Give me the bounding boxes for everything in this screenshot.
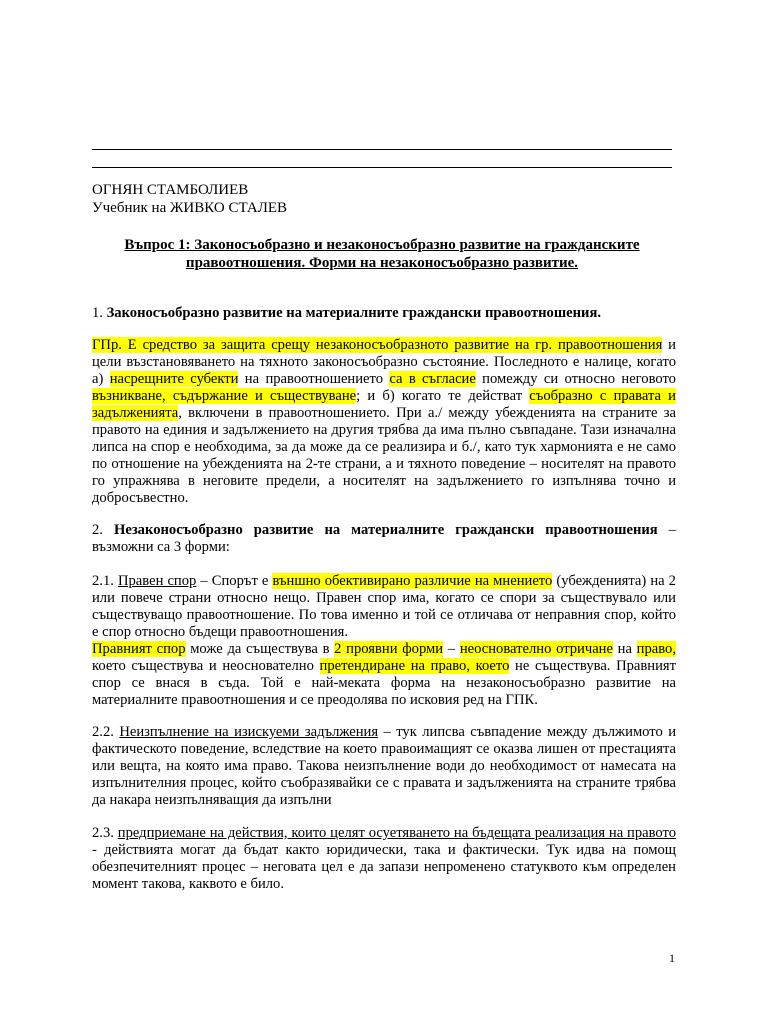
section-1-heading: [92, 305, 676, 322]
highlighted-text: 2 проявни форми: [334, 641, 444, 657]
textbook-credit: Учебник на ЖИВКО СТАЛЕВ: [92, 200, 288, 216]
text-run: - действията могат да бъдат както юридически, така и фактически. Тук идва на помощ обезпечителният процес – неговата цел е да запази непроменено статуквото към определен момент такова, каквото е било.: [92, 842, 676, 892]
text-run: 2.2.: [92, 724, 120, 740]
bold-text: Законосъобразно развитие на материалните граждански правоотношения.: [106, 305, 601, 321]
text-run: – Спорът е: [196, 573, 273, 589]
text-run: 2.1.: [92, 573, 118, 589]
section-2-1-legal-dispute: [92, 573, 676, 709]
text-run: – тук липсва съвпадение между дължимото и фактическото поведение, вследствие на което правоимащият се оказва лишен от престацията или вещта, на която има право. Такова неизпълнение води до необходимост от намесата на изпълнителния процес, който съобразявайки се с правата и задълженията на страните трябва да накара неизпълняващия да изпълни: [92, 724, 677, 808]
highlighted-text: са в съгласие: [389, 371, 476, 387]
text-run: ; и б) когато те действат: [356, 388, 530, 404]
paragraph: [92, 724, 676, 809]
underlined-text: предприемане на действия, които целят осуетяването на бъдещата реализация на правото: [117, 825, 677, 841]
highlighted-text: неоснователно отричане: [459, 641, 613, 657]
author-name: ОГНЯН СТАМБОЛИЕВ: [92, 182, 249, 198]
paragraph: [92, 337, 676, 507]
text-run: – възможни са 3 форми:: [92, 522, 676, 555]
highlighted-text: насрещните субекти: [109, 371, 239, 387]
text-run: на правоотношението: [238, 371, 390, 387]
highlighted-text: ГПр. Е средство за защита срещу незаконосъобразното развитие на гр. правоотношения: [92, 337, 663, 353]
text-run: 2.: [92, 522, 114, 538]
section-2-3-frustration: [92, 825, 676, 893]
paragraph: [92, 305, 676, 322]
paragraph: [92, 522, 676, 556]
text-run: помежду си относно неговото: [475, 371, 676, 387]
paragraph: [92, 641, 676, 709]
text-run: на: [612, 641, 637, 657]
question-title: [92, 236, 672, 272]
section-2-heading: [92, 522, 676, 556]
section-gpr-paragraph: [92, 337, 676, 507]
paragraph: [92, 573, 676, 641]
text-run: 2.3.: [92, 825, 118, 841]
text-run: (убежденията) на 2 или повече страни относно нещо. Правен спор има, когато се спори за съществувало или съществуващо правоотношение. По това именно и той се отличава от неправния спор, който е спор относно бъдещи правоотношения.: [92, 573, 676, 640]
text-run: 1.: [92, 305, 107, 321]
highlighted-text: Правният спор: [92, 641, 186, 657]
highlighted-text: възникване, съдържание и съществуване: [92, 388, 357, 404]
question-title-line-2: правоотношения. Форми на незаконосъобразно развитие.: [185, 255, 579, 271]
highlighted-text: претендиране на право, което: [319, 658, 510, 674]
text-run: не съществува. Правният спор се внася в съда. Той е най-меката форма на незаконосъобразно развитие на материалните правоотношения и се преодолява по исковия ред на ГПК.: [92, 658, 676, 708]
underlined-text: Правен спор: [117, 573, 197, 589]
section-2-2-non-performance: [92, 724, 676, 809]
underlined-text: Неизпълнение на изискуеми задължения: [119, 724, 379, 740]
text-run: –: [443, 641, 460, 657]
text-run: може да съществува в: [185, 641, 335, 657]
author-block: [92, 181, 287, 217]
text-run: което съществува и неоснователно: [92, 658, 320, 674]
highlighted-text: право,: [636, 641, 676, 657]
bold-text: Незаконосъобразно развитие на материалните граждански правоотношения: [113, 522, 658, 538]
text-run: , включени в правоотношението. При а./ между убежденията на страните за правото на единия и задължението на другия трябва да има пълно съвпадане. Тази изначална липса на спор е необходима, за да може да се реализира и б./, като тук хармонията е не само по отношение на убежденията на 2-те страни, а и тяхното поведение – носителят на правото го упражнява в неговите предели, а носителят на задължението го изпълнява точно и добросъвестно.: [92, 405, 676, 506]
page-number: 1: [669, 951, 675, 965]
highlighted-text: съобразно с правата и задълженията: [92, 388, 676, 421]
header-rule-bottom: [92, 167, 672, 168]
text-run: и цели възстановяването на тяхното законосъобразно състояние. Последното е налице, когато а): [92, 337, 676, 387]
highlighted-text: външно обективирано различие на мнението: [272, 573, 553, 589]
paragraph: [92, 825, 676, 893]
question-title-line-1: Въпрос 1: Законосъобразно и незаконосъобразно развитие на гражданските: [124, 237, 640, 253]
header-rule-top: [92, 149, 672, 150]
